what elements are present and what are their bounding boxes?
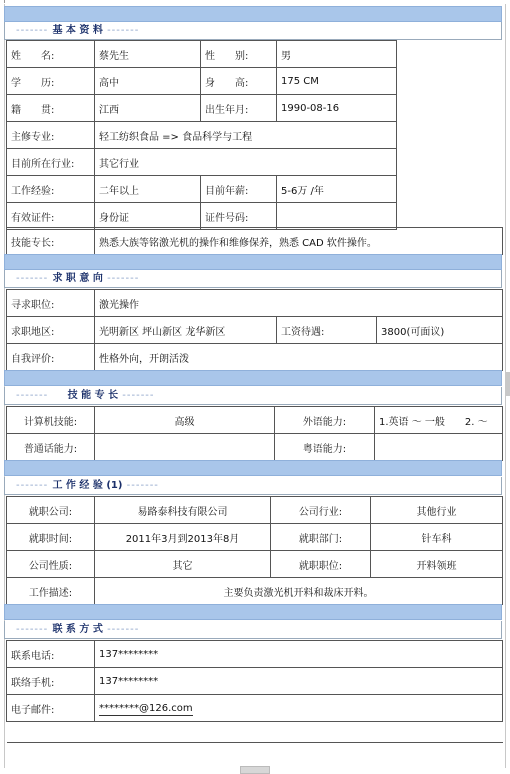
pay-label: 工资待遇: <box>277 317 377 344</box>
name-value: 蔡先生 <box>95 41 201 68</box>
gender-value: 男 <box>277 41 397 68</box>
foreign-language-value: 1.英语 ～ 一般 2. ～ <box>375 407 503 434</box>
job-role-value: 开料领班 <box>371 551 503 578</box>
position-label: 寻求职位: <box>7 290 95 317</box>
page-scroll-handle[interactable] <box>240 766 270 774</box>
origin-label: 籍 贯: <box>7 95 95 122</box>
salary-value: 5-6万 /年 <box>277 176 397 203</box>
area-value: 光明新区 坪山新区 龙华新区 <box>95 317 277 344</box>
education-label: 学 历: <box>7 68 95 95</box>
certificate-label: 有效证件: <box>7 203 95 230</box>
section-header-basic: ------- 基 本 资 料 ------- <box>4 22 502 40</box>
skills-table <box>6 406 503 461</box>
section-title-contact: 联 系 方 式 <box>52 624 103 635</box>
name-label: 姓 名: <box>7 41 95 68</box>
work-experience-table <box>6 496 503 605</box>
company-industry-value: 其他行业 <box>371 497 503 524</box>
mobile-value: 137******** <box>95 668 503 695</box>
mandarin-label: 普通话能力: <box>7 434 95 461</box>
department-label: 就职部门: <box>271 524 371 551</box>
section-bar <box>4 370 502 386</box>
company-value: 易路泰科技有限公司 <box>95 497 271 524</box>
foreign-language-label: 外语能力: <box>275 407 375 434</box>
experience-label: 工作经验: <box>7 176 95 203</box>
section-header-work: ------- 工 作 经 验 (1) ------- <box>4 477 502 495</box>
section-bar <box>4 254 502 270</box>
origin-value: 江西 <box>95 95 201 122</box>
section-bar <box>4 460 502 476</box>
company-nature-value: 其它 <box>95 551 271 578</box>
job-intention-table <box>6 289 503 371</box>
education-value: 高中 <box>95 68 201 95</box>
computer-skill-label: 计算机技能: <box>7 407 95 434</box>
major-value: 轻工纺织食品 => 食品科学与工程 <box>95 122 397 149</box>
contact-table <box>6 640 503 763</box>
section-title-job: 求 职 意 向 <box>52 273 103 284</box>
skill-label: 技能专长: <box>7 228 95 255</box>
industry-label: 目前所在行业: <box>7 149 95 176</box>
mobile-label: 联络手机: <box>7 668 95 695</box>
email-label: 电子邮件: <box>7 695 95 722</box>
section-title-work: 工 作 经 验 (1) <box>52 480 123 491</box>
skill-value: 熟悉大族等铭激光机的操作和维修保养，熟悉 CAD 软件操作。 <box>95 228 503 255</box>
position-value: 激光操作 <box>95 290 503 317</box>
certificate-number-label: 证件号码: <box>201 203 277 230</box>
section-title-basic: 基 本 资 料 <box>52 25 103 36</box>
side-scroll-tab[interactable] <box>505 372 510 396</box>
self-evaluation-label: 自我评价: <box>7 344 95 371</box>
birth-label: 出生年月: <box>201 95 277 122</box>
work-description-label: 工作描述: <box>7 578 95 605</box>
email-value[interactable] <box>95 695 503 722</box>
experience-value: 二年以上 <box>95 176 201 203</box>
birth-value: 1990-08-16 <box>277 95 397 122</box>
certificate-number-value <box>277 203 397 230</box>
phone-label: 联系电话: <box>7 641 95 668</box>
gender-label: 性 别: <box>201 41 277 68</box>
computer-skill-value: 高级 <box>95 407 275 434</box>
section-header-job: ------- 求 职 意 向 ------- <box>4 270 502 288</box>
basic-info-table <box>6 40 397 230</box>
certificate-value: 身份证 <box>95 203 201 230</box>
employment-time-value: 2011年3月到2013年8月 <box>95 524 271 551</box>
blank-row <box>7 722 503 743</box>
company-nature-label: 公司性质: <box>7 551 95 578</box>
email-link[interactable]: ********@126.com <box>99 702 193 714</box>
cantonese-value <box>375 434 503 461</box>
section-header-contact: ------- 联 系 方 式 ------- <box>4 621 502 639</box>
page-corner-mark <box>4 0 9 3</box>
section-header-skills: ------- 技 能 专 长 ------- <box>4 387 502 405</box>
section-bar <box>4 604 502 620</box>
section-bar <box>4 6 502 22</box>
phone-value: 137******** <box>95 641 503 668</box>
job-role-label: 就职职位: <box>271 551 371 578</box>
major-label: 主修专业: <box>7 122 95 149</box>
self-evaluation-value: 性格外向，开朗活泼 <box>95 344 503 371</box>
section-title-skills: 技 能 专 长 <box>67 390 119 401</box>
height-label: 身 高: <box>201 68 277 95</box>
work-description-value: 主要负责激光机开料和裁床开料。 <box>95 578 503 605</box>
area-label: 求职地区: <box>7 317 95 344</box>
department-value: 针车科 <box>371 524 503 551</box>
company-industry-label: 公司行业: <box>271 497 371 524</box>
mandarin-value <box>95 434 275 461</box>
skill-row-table <box>6 227 503 255</box>
height-value: 175 CM <box>277 68 397 95</box>
pay-value: 3800(可面议) <box>377 317 503 344</box>
industry-value: 其它行业 <box>95 149 397 176</box>
company-label: 就职公司: <box>7 497 95 524</box>
blank-row <box>7 743 503 764</box>
employment-time-label: 就职时间: <box>7 524 95 551</box>
cantonese-label: 粤语能力: <box>275 434 375 461</box>
salary-label: 目前年薪: <box>201 176 277 203</box>
